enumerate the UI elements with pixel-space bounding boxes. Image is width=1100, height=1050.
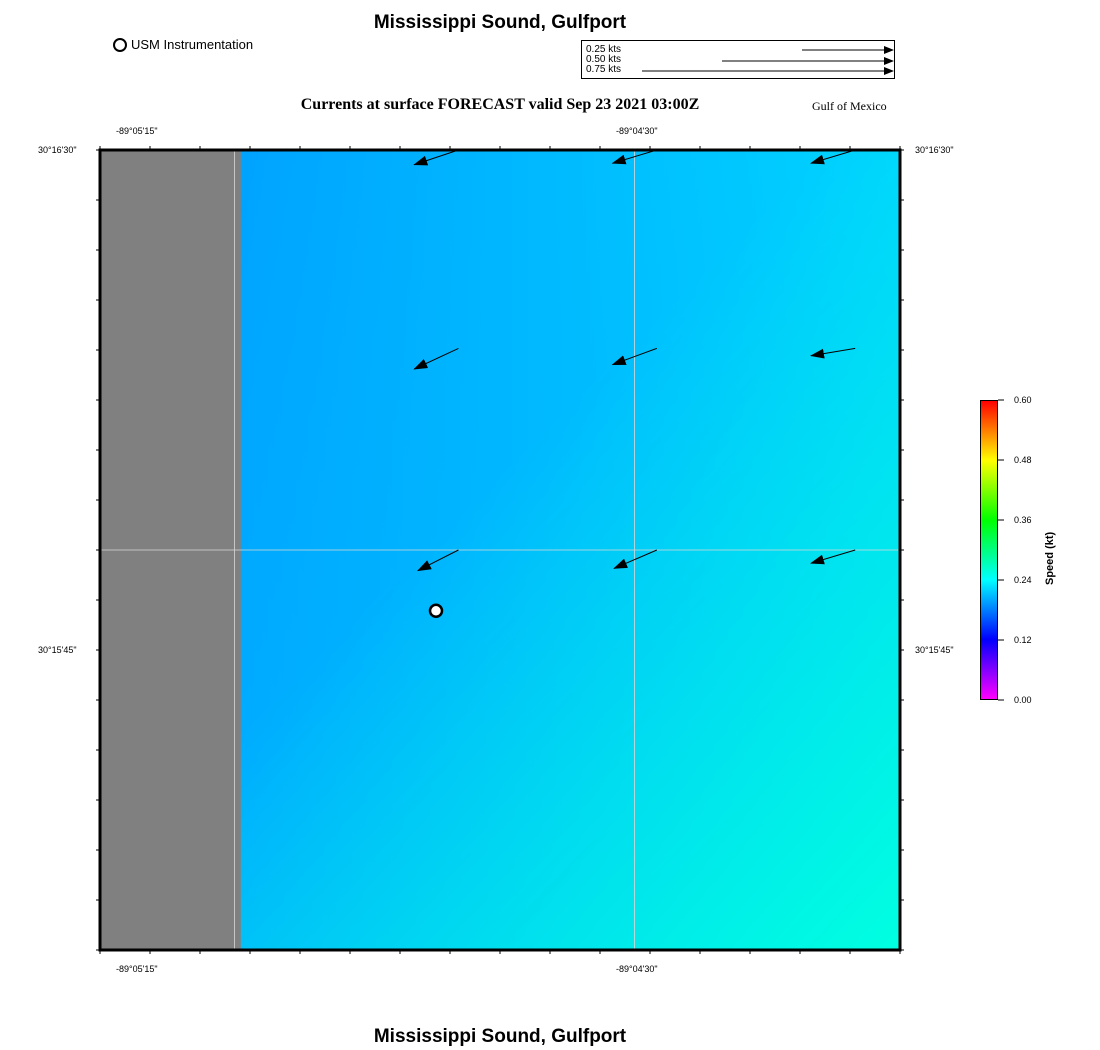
station-marker-usm	[430, 605, 442, 617]
lat-tick-label-right-1: 30°15'45"	[915, 645, 954, 655]
lon-tick-label-bottom-1: -89°04'30"	[616, 964, 658, 974]
colorbar-tick-060: 0.60	[1014, 395, 1032, 405]
colorbar-ticks	[998, 398, 1006, 704]
colorbar-tick-048: 0.48	[1014, 455, 1032, 465]
lat-tick-label-left-0: 30°16'30"	[38, 145, 77, 155]
colorbar	[980, 400, 998, 700]
lon-tick-label-bottom-0: -89°05'15"	[116, 964, 158, 974]
region-label: Gulf of Mexico	[812, 99, 887, 113]
forecast-subtitle: Currents at surface FORECAST valid Sep 23 2021 03:00Z	[300, 96, 700, 113]
lon-tick-label-top-0: -89°05'15"	[116, 126, 158, 136]
map-title: Mississippi Sound, Gulfport	[373, 12, 627, 33]
colorbar-tick-012: 0.12	[1014, 635, 1032, 645]
scale-label-025: 0.25 kts	[586, 44, 622, 55]
scale-label-050: 0.50 kts	[586, 54, 622, 65]
colorbar-tick-036: 0.36	[1014, 515, 1032, 525]
colorbar-title: Speed (kt)	[1044, 531, 1056, 585]
lon-tick-label-top-1: -89°04'30"	[616, 126, 658, 136]
colorbar-tick-024: 0.24	[1014, 575, 1032, 585]
lat-tick-label-left-1: 30°15'45"	[38, 645, 77, 655]
colorbar-tick-000: 0.00	[1014, 695, 1032, 705]
map-footer-title: Mississippi Sound, Gulfport	[373, 1026, 627, 1047]
lat-tick-label-right-0: 30°16'30"	[915, 145, 954, 155]
scale-label-075: 0.75 kts	[586, 64, 622, 75]
station-legend-label: USM Instrumentation	[131, 37, 254, 52]
